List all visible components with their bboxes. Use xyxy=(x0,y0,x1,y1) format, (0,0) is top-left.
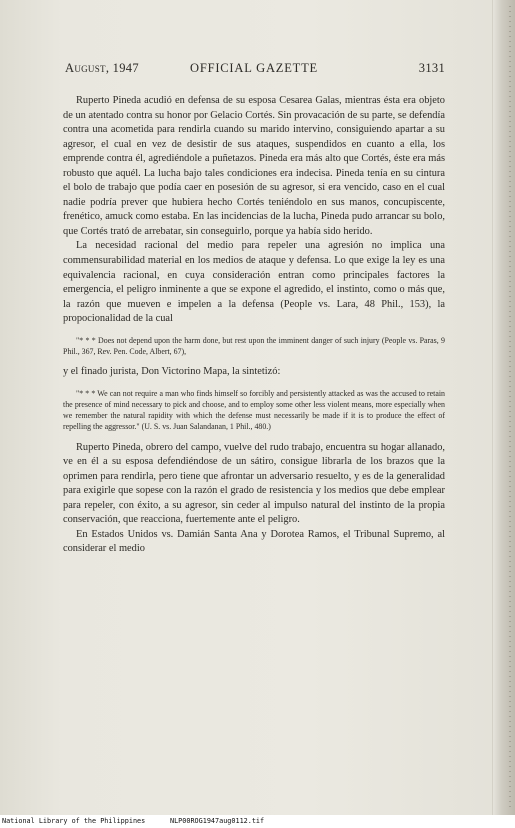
paragraph-1: Ruperto Pineda acudió en defensa de su esposa Cesarea Galas, mientras ésta era objeto de un atentado contra su honor por Gelacio Cortés. Sin provacación de su parte, se defendía contra una acometida para rendirla cuando su marido intervino, consiguiendo apartar a su agresor, el cual en vez de desistir de sus ataques, suspendidos en cuanto a ella, los emprende contra él, agrediéndole a puñetazos. Pineda era más alto que Cortés, éste era más robusto que aquél. La lucha bajo tales condiciones era indecisa. Pineda tenía en su cintura el bolo de trabajo que podía caer en posesión de su agresor, si era vencido, caso en el cual nadie podría prever que hubiera hecho Cortés teniéndolo en sus manos, concupiscente, frenético, amuck como estaba. En las incidencias de la lucha, Pineda pudo arrancar su bolo, que Cortés trató de arrebatar, sin conseguirlo, porque ya había sido herido. xyxy=(63,95,445,237)
citation-2: "* * * We can not require a man who finds himself so forcibly and persistently attacked as was the accused to retain the presence of mind necessary to pick and choose, and to employ some other less violent means, more especially when we remember the natural rapidity with which the defense must necessarily be made if it is to produce the effect of repelling the aggressor." (U. S. vs. Juan Salandanan, 1 Phil., 480.) xyxy=(63,388,445,432)
header-title: OFFICIAL GAZETTE xyxy=(190,61,318,75)
citation-1: "* * * Does not depend upon the harm done, but rest upon the imminent danger of such injury (People vs. Paras, 9 Phil., 367, Rev. Pen. Code, Albert, 67), xyxy=(63,335,445,356)
paragraph-2: La necesidad racional del medio para repeler una agresión no implica una commensurabilidad material en los medios de ataque y defensa. Lo que exige la ley es una equivalencia racional, en cuya consideración entran como principales factores la emergencia, el peligro inminente a que se expone el agredido, el instinto, como o más que, la razón que mueven e impelen a la defensa (People vs. Lara, 48 Phil., 153), la propocionalidad de la cual xyxy=(63,240,445,325)
footer-filename: NLP00ROG1947aug0112.tif xyxy=(170,817,265,825)
binding-stitches xyxy=(509,6,511,811)
paragraph-3: y el finado jurista, Don Victorino Mapa, la sintetizó: xyxy=(63,366,281,378)
body-text xyxy=(63,94,445,557)
paragraph-5: En Estados Unidos vs. Damián Santa Ana y Dorotea Ramos, el Tribunal Supremo, al considerar el medio xyxy=(63,528,445,555)
scan-footer xyxy=(0,815,515,828)
page-number: 3131 xyxy=(418,61,445,75)
page-header xyxy=(65,61,445,77)
binding-edge xyxy=(492,0,515,815)
footer-library: National Library of the Philippines xyxy=(2,817,146,825)
header-date: August, 1947 xyxy=(65,61,139,75)
paragraph-4: Ruperto Pineda, obrero del campo, vuelve del rudo trabajo, encuentra su hogar allanado, ve en él a su esposa defendiéndose de un sátiro, consigue librarla de los brazos que la oprimen para rendirla, pero tiene que afrontar un adversario resuelto, y es de la generalidad para exigirle que sopese con la razón el grado de resistencia y los medios que debe emplear para repeler, con éxito, a su agresor, sin ceder al impulso natural del instinto de la propia conservación, que reacciona, fuertemente ante el peligro. xyxy=(63,441,445,526)
